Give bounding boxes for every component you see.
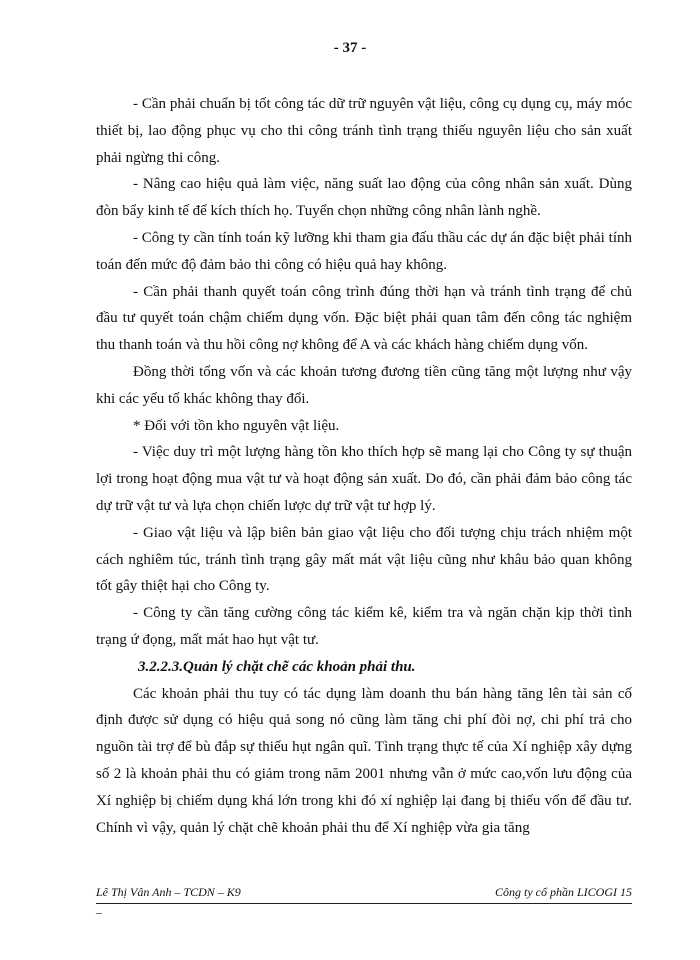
- paragraph: * Đối với tồn kho nguyên vật liệu.: [133, 417, 340, 434]
- footer-dash: –: [96, 905, 102, 919]
- page-number: - 37 -: [333, 40, 367, 56]
- paragraph: Các khoản phải thu tuy có tác dụng làm doanh thu bán hàng tăng lên tài sản cố định được sử dụng có hiệu quả song nó cũng làm tăng chi phí đòi nợ, chi phí trả cho nguồn tài trợ để bù đắp sự thiếu hụt ngân quĩ. Tình trạng thực tế của Xí nghiệp xây dựng số 2 là khoản phải thu có giảm trong năm 2001 nhưng vẫn ở mức cao,vốn lưu động của Xí nghiệp bị chiếm dụng khá lớn trong khi đó xí nghiệp lại đang bị thiếu vốn để đầu tư. Chính vì vậy, quản lý chặt chẽ khoản phải thu để Xí nghiệp vừa gia tăng: [96, 685, 632, 836]
- paragraph: - Công ty cần tính toán kỹ lưỡng khi tham gia đấu thầu các dự án đặc biệt phải tính toán đến mức độ đảm bảo thi công có hiệu quả hay không.: [96, 229, 632, 273]
- paragraph: - Công ty cần tăng cường công tác kiểm kê, kiểm tra và ngăn chặn kịp thời tình trạng ứ đọng, mất mát hao hụt vật tư.: [96, 605, 632, 648]
- paragraph: - Cần phải thanh quyết toán công trình đúng thời hạn và tránh tình trạng để chủ đầu tư quyết toán chậm chiếm dụng vốn. Đặc biệt phải quan tâm đến công tác nghiệm thu thanh toán và thu hồi công nợ không để A và các khách hàng chiếm dụng vốn.: [96, 283, 632, 354]
- paragraph: - Việc duy trì một lượng hàng tồn kho thích hợp sẽ mang lại cho Công ty sự thuận lợi trong hoạt động mua vật tư và hoạt động sản xuất. Do đó, cần phải đảm bảo công tác dự trữ vật tư và lựa chọn chiến lược dự trữ vật tư hợp lý.: [96, 444, 632, 514]
- footer-divider: [96, 903, 632, 904]
- paragraph: Đồng thời tổng vốn và các khoản tương đương tiền cũng tăng một lượng như vậy khi các yếu tố khác không thay đổi.: [96, 363, 632, 407]
- footer-company: Công ty cổ phần LICOGI 15: [495, 885, 632, 899]
- paragraph: - Cần phải chuẩn bị tốt công tác dữ trữ nguyên vật liệu, công cụ dụng cụ, máy móc thiết bị, lao động phục vụ cho thi công tránh tình trạng thiếu nguyên liệu cho sản xuất phải ngừng thi công.: [96, 96, 632, 166]
- footer-author: Lê Thị Vân Anh – TCDN – K9: [96, 885, 241, 899]
- section-heading: 3.2.2.3.Quản lý chặt chẽ các khoản phải thu.: [138, 658, 416, 675]
- body-text: [96, 91, 632, 841]
- paragraph: - Giao vật liệu và lập biên bản giao vật liệu cho đối tượng chịu trách nhiệm một cách nghiêm túc, tránh tình trạng gây mất mát vật liệu cũng như khâu bảo quan không tốt gây thiệt hại cho Công ty.: [96, 524, 632, 595]
- paragraph: - Nâng cao hiệu quả làm việc, năng suất lao động của công nhân sản xuất. Dùng đòn bẩy kinh tế để kích thích họ. Tuyển chọn những công nhân lành nghề.: [96, 176, 632, 220]
